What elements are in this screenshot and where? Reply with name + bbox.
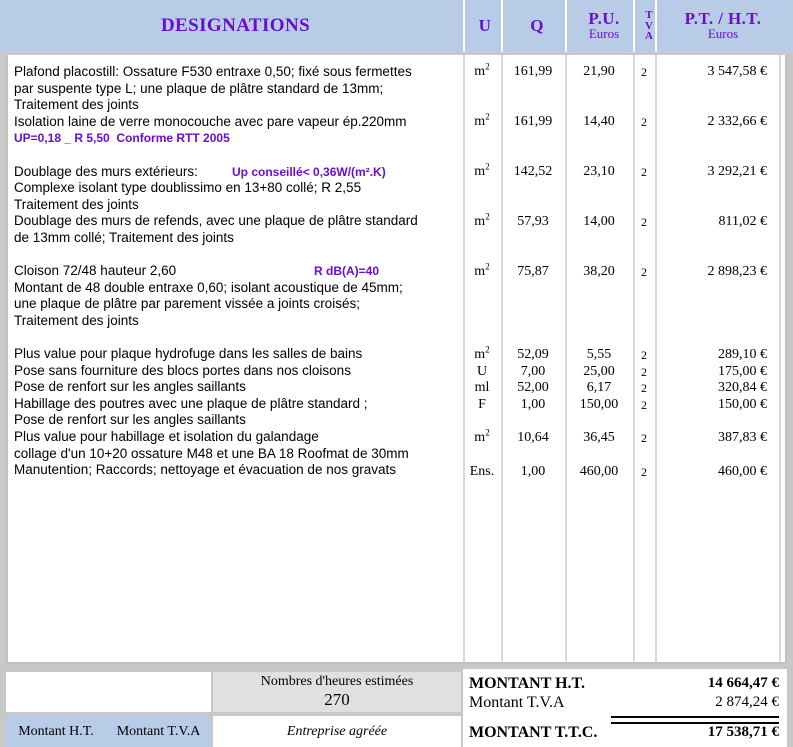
designation-spacer [14,247,459,264]
cell-unit-price: 460,00 [579,464,619,479]
totals-box [463,669,787,747]
designation-line-text: Complexe isolant type doublissimo en 13+80 collé; R 2,55 [14,180,362,196]
table-row [8,161,785,181]
column-header-quantity-label: Q [530,16,544,36]
designation-line-text: Cloison 72/48 hauteur 2,60 [14,263,177,279]
footer-amount-labels [6,716,211,747]
line-items-table [6,55,787,664]
total-tva-row [463,693,787,712]
cell-quantity: 161,99 [513,64,553,79]
designation-line-text: collage d'un 10+20 ossature M48 et une BA 18 Roofmat de 30mm [14,445,409,461]
table-row [8,397,785,414]
cell-tva: 2 [641,265,647,279]
cell-unit: $m^2$ [474,261,490,279]
column-header-tva-v: V [645,19,653,32]
cell-total-ht: 460,00 € [718,464,767,479]
table-row [8,211,785,231]
column-header-unit-price [571,0,637,52]
cell-quantity: 75,87 [517,264,549,279]
unit-exponent: 2 [485,211,490,222]
footer-blank-box [6,672,211,712]
header-separator-3 [565,0,567,52]
designation-line [14,180,459,197]
cell-unit-price: 38,20 [583,264,615,279]
designation-line-text: Doublage des murs extérieurs: [14,163,198,179]
designation-line-text: Traitement des joints [14,97,139,113]
designation-line-text: Habillage des poutres avec une plaque de plâtre standard ; [14,395,368,411]
designation-line [14,296,459,313]
designation-line-text: Plus value pour habillage et isolation du galandage [14,429,319,445]
footer-montant-ht-label: Montant H.T. [18,723,94,739]
estimated-hours-label: Nombres d'heures estimées [260,674,414,690]
header-separator-1 [463,0,465,52]
cell-tva: 2 [641,65,647,79]
cell-quantity: 142,52 [513,164,553,179]
cell-quantity: 52,09 [517,347,549,362]
designation-line-text: UP=0,18 _ R 5,50 Conforme RTT 2005 [14,131,230,146]
designation-line-text: Pose sans fourniture des blocs portes dans nos cloisons [14,362,351,378]
designation-line [14,197,459,214]
designation-line [14,130,459,147]
footer-montant-tva-label: Montant T.V.A [116,723,201,739]
cell-unit: $m^2$ [474,427,490,445]
cell-total-ht: 2 898,23 € [707,264,767,279]
designation-line-text: Plafond placostill: Ossature F530 entraxe 0,50; fixé sous fermettes [14,64,412,79]
cell-unit: U [476,364,488,379]
header-separator-2 [501,0,503,52]
column-header-designations [8,0,463,52]
cell-unit: $m^2$ [474,344,490,362]
cell-unit-price: 25,00 [583,364,615,379]
table-row [8,427,785,447]
cell-tva: 2 [641,165,647,179]
header-separator-4 [633,0,635,52]
column-header-tva-a: A [645,30,653,43]
cell-total-ht: 3 292,21 € [707,164,767,179]
column-header-total-ht [661,0,785,52]
total-ttc-row [463,723,787,742]
estimated-hours-value: 270 [324,690,350,710]
cell-unit-price: 150,00 [579,397,619,412]
total-ht-value: 14 664,47 € [707,675,779,691]
designation-line-note: R dB(A)=40 [314,264,380,279]
cell-tva: 2 [641,465,647,479]
column-header-quantity [505,0,569,52]
cell-quantity: 1,00 [520,464,546,479]
cell-tva: 2 [641,348,647,362]
cell-tva: 2 [641,115,647,129]
cell-tva: 2 [641,398,647,412]
cell-quantity: 161,99 [513,114,553,129]
table-row [8,111,785,131]
cell-tva: 2 [641,381,647,395]
cell-total-ht: 289,10 € [718,347,767,362]
column-header-unit-label: U [478,16,492,36]
designation-line-text: par suspente type L; une plaque de plâtre standard de 13mm; [14,80,384,96]
cell-unit: $m^2$ [474,211,490,229]
total-ht-label: MONTANT H.T. [469,675,586,692]
column-header-unit-price-label: P.U. [588,8,620,28]
total-ht-row [463,674,787,693]
cell-unit-price: 14,00 [583,214,615,229]
designation-line [14,97,459,114]
entreprise-agreee-box [213,716,461,747]
table-row [8,364,785,381]
cell-tva: 2 [641,215,647,229]
designation-line-text: Manutention; Raccords; nettoyage et évacuation de nos gravats [14,462,396,478]
cell-quantity: 10,64 [517,430,549,445]
cell-total-ht: 387,83 € [718,430,767,445]
total-ttc-value: 17 538,71 € [707,724,779,740]
cell-total-ht: 320,84 € [718,380,767,395]
column-header-total-ht-currency: Euros [707,26,739,42]
cell-unit-price: 5,55 [586,347,612,362]
footer [0,666,793,747]
cell-total-ht: 2 332,66 € [707,114,767,129]
unit-exponent: 2 [485,261,490,272]
column-header-tva-stack [645,10,653,42]
column-header-total-ht-label: P.T. / H.T. [684,8,762,28]
designation-line-text: Pose de renfort sur les angles saillants [14,379,246,395]
unit-exponent: 2 [485,427,490,438]
designation-line [14,313,459,330]
designation-line-text: Montant de 48 double entraxe 0,60; isolant acoustique de 45mm; [14,279,403,295]
column-header-tva-t: T [645,8,653,21]
cell-tva: 2 [641,431,647,445]
cell-unit: ml [474,380,490,395]
column-header-unit-price-currency: Euros [588,26,620,42]
designation-spacer [14,147,459,164]
designation-line [14,412,459,429]
total-ttc-label: MONTANT T.T.C. [469,724,598,741]
cell-tva: 2 [641,365,647,379]
cell-unit: $m^2$ [474,61,490,79]
cell-total-ht: 150,00 € [718,397,767,412]
cell-total-ht: 3 547,58 € [707,64,767,79]
column-header-designations-label: DESIGNATIONS [160,15,311,37]
designation-line [14,230,459,247]
estimated-hours-box [213,672,461,712]
designation-line-text: de 13mm collé; Traitement des joints [14,229,234,245]
cell-unit: $m^2$ [474,111,490,129]
cell-unit: $m^2$ [474,161,490,179]
designation-line-text: Traitement des joints [14,312,139,328]
entreprise-agreee-label: Entreprise agréée [286,723,388,739]
cell-total-ht: 175,00 € [718,364,767,379]
designation-line-text: Isolation laine de verre monocouche avec pare vapeur ép.220mm [14,113,407,129]
designation-line [14,81,459,98]
cell-unit: F [478,397,486,412]
table-row [8,61,785,81]
designation-line [14,446,459,463]
table-row [8,261,785,281]
designation-spacer [14,330,459,347]
designation-line-text: une plaque de plâtre par parement vissée a joints croisés; [14,296,360,312]
unit-exponent: 2 [485,161,490,172]
unit-exponent: 2 [485,344,490,355]
column-header-unit [467,0,503,52]
cell-quantity: 52,00 [517,380,549,395]
designation-line [14,280,459,297]
cell-total-ht: 811,02 € [718,214,767,229]
cell-unit: Ens. [469,464,495,479]
designation-line-text: Traitement des joints [14,196,139,212]
table-row [8,380,785,397]
designation-line-text: Doublage des murs de refends, avec une plaque de plâtre standard [14,213,418,229]
designation-line-text: Pose de renfort sur les angles saillants [14,412,246,428]
designation-line-note: Up conseillé< 0,36W/(m².K) [232,164,386,179]
table-row [8,464,785,481]
table-header [0,0,793,52]
table-row [8,344,785,364]
header-separator-5 [655,0,657,52]
cell-unit-price: 14,40 [583,114,615,129]
cell-unit-price: 23,10 [583,164,615,179]
cell-unit-price: 6,17 [586,380,612,395]
cell-quantity: 7,00 [520,364,546,379]
total-tva-value: 2 874,24 € [715,694,779,710]
cell-quantity: 57,93 [517,214,549,229]
total-tva-label: Montant T.V.A [469,694,565,711]
cell-unit-price: 36,45 [583,430,615,445]
cell-unit-price: 21,90 [583,64,615,79]
unit-exponent: 2 [485,61,490,72]
designation-line-text: Plus value pour plaque hydrofuge dans les salles de bains [14,346,363,362]
cell-quantity: 1,00 [520,397,546,412]
unit-exponent: 2 [485,111,490,122]
